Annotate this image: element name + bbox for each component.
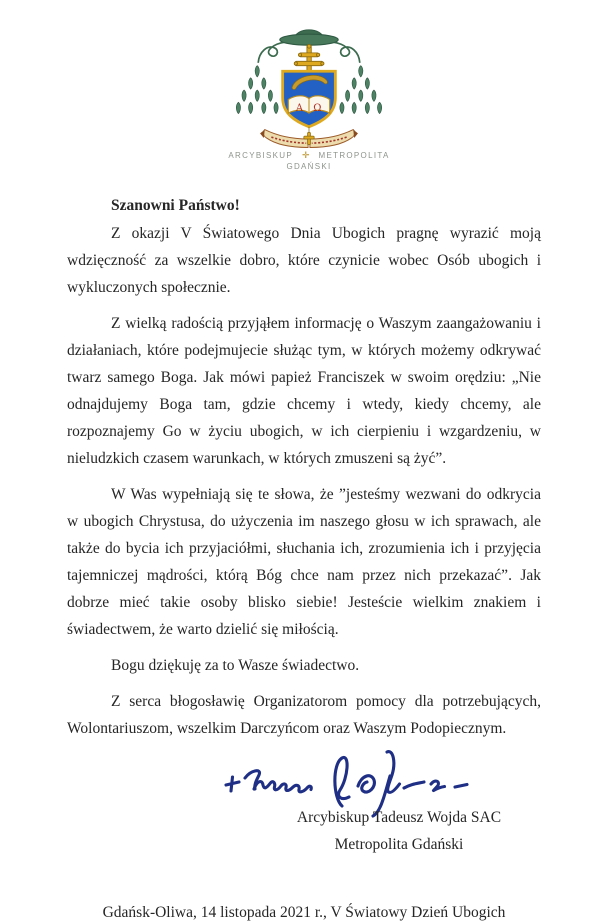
letter-paragraph: Z serca błogosławię Organizatorom pomocy dla potrzebujących, Wolontariuszom, wszelkim Darczyńcom oraz Waszym Podopiecznym. (67, 693, 541, 737)
crest-caption-right: METROPOLITA (318, 151, 390, 160)
letter-paragraph: Bogu dziękuję za to Wasze świadectwo. (111, 657, 360, 674)
galero-icon (280, 30, 338, 45)
coat-of-arms (9, 0, 608, 172)
signer-name: Arcybiskup Tadeusz Wojda SAC (296, 809, 502, 826)
crest-caption-left: ARCYBISKUP (228, 151, 293, 160)
letter-body (67, 192, 541, 742)
book-letter-alpha: A (295, 102, 303, 114)
dateline: Gdańsk-Oliwa, 14 listopada 2021 r., V Światowy Dzień Ubogich (102, 904, 506, 921)
letter-paragraph: W Was wypełniają się te słowa, że ”jesteśmy wezwani do odkrycia w ubogich Chrystusa, do użyczenia im naszego głosu w ich sprawach, ale także do bycia ich przyjaciółmi, słuchania ich, zrozumienia ich i przyjęcia tajemniczej mądrości, którą Bóg chce nam przez nich przekazać”. Jak dobrze mieć takie osoby blisko siebie! Jesteście wielkim znakiem i świadectwem, że warto dzielić się miłością. (67, 486, 541, 638)
open-book-icon (288, 96, 329, 114)
letter-paragraph: Z okazji V Światowego Dnia Ubogich pragnę wyrazić moją wdzięczność za wszelkie dobro, które czynicie wobec Osób ubogich i wykluczonych społecznie. (67, 225, 541, 296)
crest-caption (228, 150, 389, 172)
small-cross-icon: ✛ (301, 150, 310, 160)
shield-icon (283, 71, 336, 127)
letter-paragraph: Z wielką radością przyjąłem informację o Waszym zaangażowaniu i działaniach, które podejmujecie służąc tym, w których możemy odkrywać twarz samego Boga. Jak mówi papież Franciszek w swoim orędziu: „Nie odnajdujemy Boga tam, gdzie chcemy i wtedy, kiedy chcemy, ale rozpoznajemy Go w życiu ubogich, w ich cierpieniu i wzgardzeniu, w nieludzkich czasem warunkach, w których zmuszeni są żyć”. (67, 315, 541, 467)
signer-title: Metropolita Gdański (334, 836, 464, 853)
letter-page (4, 0, 604, 921)
tassels-right-icon (340, 66, 382, 114)
book-letter-omega: Ω (313, 102, 322, 114)
signature-block (194, 744, 604, 858)
tassels-left-icon (236, 66, 278, 114)
crest-caption-city: GDAŃSKI (286, 162, 332, 171)
salutation: Szanowni Państwo! (111, 197, 240, 214)
coat-of-arms-graphic (229, 24, 389, 158)
